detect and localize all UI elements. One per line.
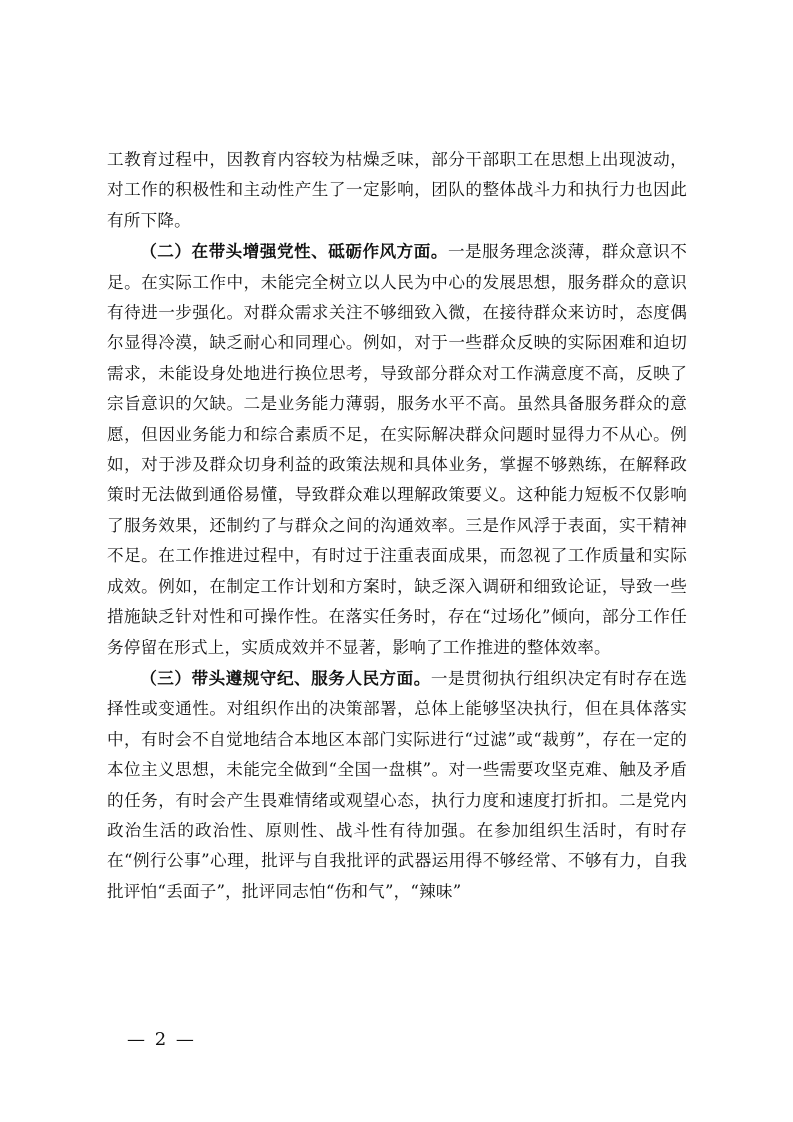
section-heading: （二）在带头增强党性、砥砺作风方面。: [140, 241, 448, 262]
section-heading: （三）带头遵规守纪、服务人民方面。: [140, 667, 431, 688]
paragraph-text: 一是服务理念淡薄，群众意识不足。在实际工作中，未能完全树立以人民为中心的发展思想，服务群众的意识有待进一步强化。对群众需求关注不够细致入微，在接待群众来访时，态度偶尔显得冷漠，缺乏耐心和同理心。例如，对于一些群众反映的实际困难和迫切需求，未能设身处地进行换位思考，导致部分群众对工作满意度不高，反映了宗旨意识的欠缺。二是业务能力薄弱，服务水平不高。虽然具备服务群众的意愿，但因业务能力和综合素质不足，在实际解决群众问题时显得力不从心。例如，对于涉及群众切身利益的政策法规和具体业务，掌握不够熟练，在解释政策时无法做到通俗易懂，导致群众难以理解政策要义。这种能力短板不仅影响了服务效果，还制约了与群众之间的沟通效率。三是作风浮于表面，实干精神不足。在工作推进过程中，有时过于注重表面成果，而忽视了工作质量和实际成效。例如，在制定工作计划和方案时，缺乏深入调研和细致论证，导致一些措施缺乏针对性和可操作性。在落实任务时，存在“过场化”倾向，部分工作任务停留在形式上，实质成效并不显著，影响了工作推进的整体效率。: [107, 242, 687, 657]
document-body: [107, 145, 687, 907]
paragraph-section-three: [107, 663, 687, 907]
page-number: — 2 —: [127, 1029, 196, 1050]
paragraph-text: 工教育过程中，因教育内容较为枯燥乏味，部分干部职工在思想上出现波动，对工作的积极性和主动性产生了一定影响，团队的整体战斗力和执行力也因此有所下降。: [107, 150, 687, 230]
paragraph-text: 一是贯彻执行组织决定有时存在选择性或变通性。对组织作出的决策部署，总体上能够坚决执行，但在具体落实中，有时会不自觉地结合本地区本部门实际进行“过滤”或“裁剪”，存在一定的本位主义思想，未能完全做到“全国一盘棋”。对一些需要攻坚克难、触及矛盾的任务，有时会产生畏难情绪或观望心态，执行力度和速度打折扣。二是党内政治生活的政治性、原则性、战斗性有待加强。在参加组织生活时，有时存在“例行公事”心理，批评与自我批评的武器运用得不够经常、不够有力，自我批评怕“丢面子”，批评同志怕“伤和气”，“辣味”: [107, 668, 687, 901]
paragraph-continuation: [107, 145, 687, 236]
paragraph-section-two: [107, 236, 687, 663]
